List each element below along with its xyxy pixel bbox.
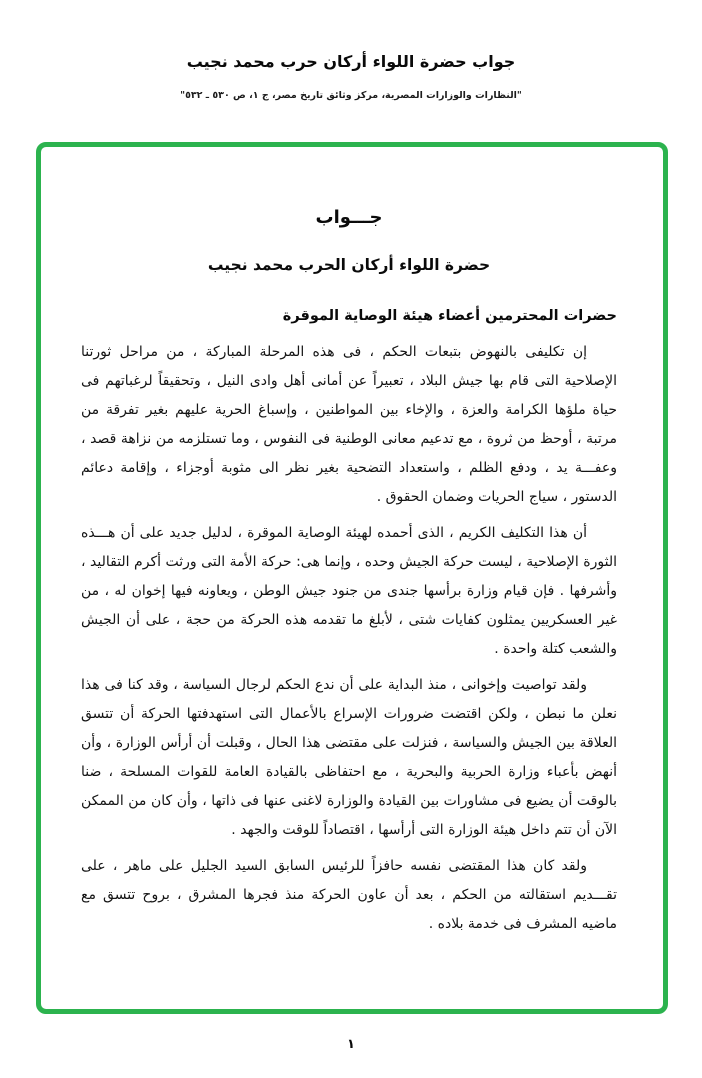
letter-paragraph-4: ولقد كان هذا المقتضى نفسه حافزاً للرئيس السابق السيد الجليل على ماهر ، على تقـــديم استقالته من الحكم ، بعد أن عاون الحركة منذ فجرها المشرق ، بروح تتسق مع ماضيه المشرف فى خدمة بلاده .	[81, 858, 617, 932]
document-border-box	[36, 142, 668, 1014]
letter-subheading: حضرة اللواء أركان الحرب محمد نجيب	[207, 256, 491, 274]
page-number: ١	[347, 1037, 355, 1052]
letter-salutation: حضرات المحترمين أعضاء هيئة الوصاية الموقرة	[282, 308, 617, 324]
letter-paragraph-2: أن هذا التكليف الكريم ، الذى أحمده لهيئة الوصاية الموقرة ، لدليل جديد على أن هـــذه الثورة الإصلاحية ، ليست حركة الجيش وحده ، وإنما هى: حركة الأمة التى ورثت أكرم التقاليد ، وأشرفها . فإن قيام وزارة برأسها جندى من جنود جيش الوطن ، ويعاونه فيها إخوان له ، من غير العسكريين يمثلون كفايات شتى ، لأبلغ ما تقدمه هذه الحركة من حجة ، على أن الجيش والشعب كتلة واحدة .	[81, 525, 617, 657]
source-citation: "النظارات والوزارات المصرية، مركز وثائق تاريخ مصر، ج ١، ص ٥٣٠ ـ ٥٣٢"	[180, 90, 522, 101]
letter-paragraph-1: إن تكليفى بالنهوض بتبعات الحكم ، فى هذه المرحلة المباركة ، من مراحل ثورتنا الإصلاحية التى قام بها جيش البلاد ، تعبيراً عن أمانى أهل وادى النيل ، وتحقيقاً لرغباتهم فى حياة ملؤها الكرامة والعزة ، والإخاء بين المواطنين ، وإسباغ الحرية عليهم بغير تفرقة من مرتبة ، أوحظ من ثروة ، مع تدعيم معانى الوطنية فى النفوس ، وما تستلزمه من نزاهة قصد ، وعفـــة يد ، ودفع الظلم ، واستعداد التضحية بغير نظر الى مثوبة أوجزاء ، وإقامة دعائم الدستور ، سياج الحريات وضمان الحقوق .	[81, 344, 617, 505]
document-title: جواب حضرة اللواء أركان حرب محمد نجيب	[186, 52, 516, 71]
letter-paragraph-3: ولقد تواصيت وإخوانى ، منذ البداية على أن ندع الحكم لرجال السياسة ، وقد كنا فى هذا نعلن ما نبطن ، ولكن اقتضت ضرورات الإسراع بالأعمال التى استهدفتها الحركة أن تتسق العلاقة بين الجيش والسياسة ، فنزلت على مقتضى هذا الحال ، وقبلت أن أرأس الوزارة ، وأن أنهض بأعباء وزارة الحربية والبحرية ، مع احتفاظى بالقيادة العامة للقوات المسلحة ، ضنا بالوقت أن يضيع فى مشاورات بين القيادة والوزارة لاغنى عنها فى ذاتها ، وأن كان من الممكن الآن أن تتم داخل هيئة الوزارة التى أرأسها ، اقتصاداً للوقت والجهد .	[81, 677, 617, 838]
letter-heading: جـــواب	[315, 207, 383, 228]
